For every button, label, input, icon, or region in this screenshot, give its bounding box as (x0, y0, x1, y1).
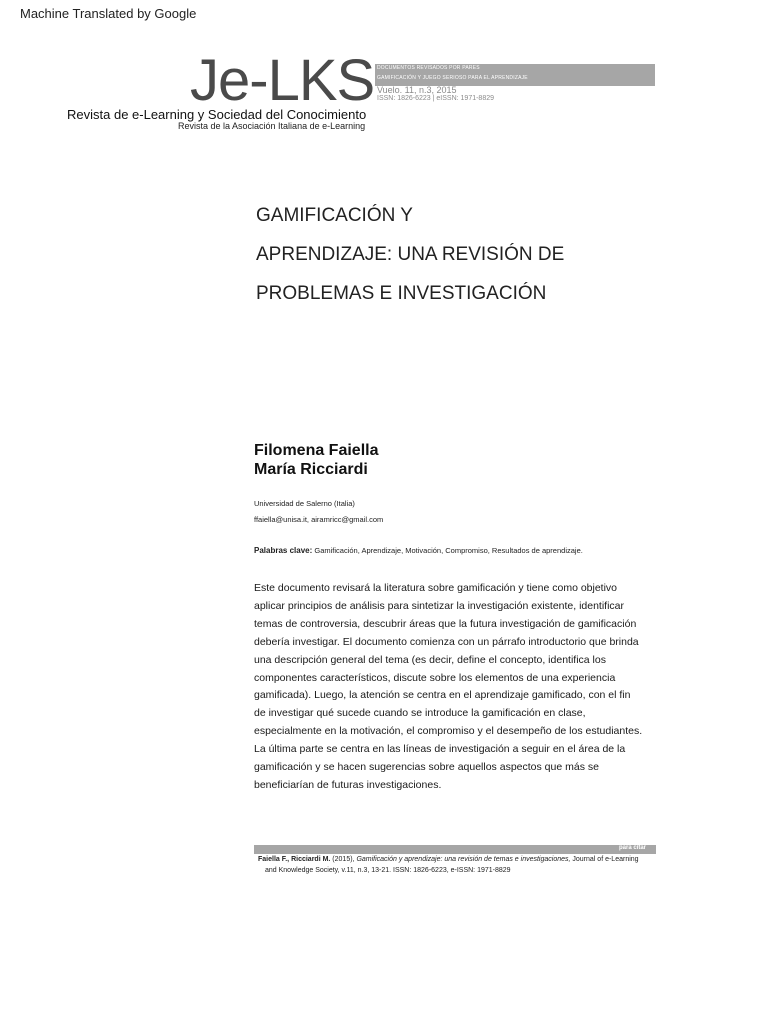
citation-title: Gamificación y aprendizaje: una revisión de temas e investigaciones, (356, 856, 571, 863)
journal-name: Revista de e-Learning y Sociedad del Conocimiento (67, 107, 367, 122)
paper-title (256, 196, 676, 313)
citation-journal: Journal of e-Learning (570, 856, 639, 863)
affiliation: Universidad de Salerno (Italia) (254, 499, 355, 508)
author-list (254, 441, 378, 479)
journal-subtitle: Revista de la Asociación Italiana de e-Learning (178, 121, 366, 131)
keywords (254, 546, 674, 555)
abstract-line: especialmente en la motivación, el compromiso y el desempeño de los estudiantes. (254, 725, 643, 738)
abstract-line: componentes característicos, discute sobre los elementos de una experiencia (254, 671, 616, 684)
author-emails: ffaiella@unisa.it, airamricc@gmail.com (254, 515, 384, 524)
journal-logo: Je-LKS (190, 48, 375, 113)
author-name: Filomena Faiella (254, 442, 379, 459)
citation-authors: Faiella F., Ricciardi M. (258, 856, 331, 863)
abstract-line: gamificada). Luego, la atención se centra en el aprendizaje gamificado, con el fin (254, 689, 631, 702)
title-line: GAMIFICACIÓN Y (256, 205, 413, 226)
abstract-line: debería investigar. El documento comienza con un párrafo introductorio que brinda (254, 635, 639, 648)
citation-bar (254, 845, 656, 854)
citation-bar-label: para citar (618, 845, 646, 851)
title-line: APRENDIZAJE: UNA REVISIÓN DE (256, 244, 565, 265)
title-line: PROBLEMAS E INVESTIGACIÓN (256, 283, 547, 304)
volume-label: Vuelo. 11, n.3, 2015 (377, 85, 457, 95)
citation-line (258, 856, 639, 863)
abstract-line: temas de controversia, descubrir áreas que la futura investigación de gamificación (254, 617, 637, 630)
abstract (254, 580, 664, 795)
keywords-label: Palabras clave: (254, 546, 313, 555)
keywords-text: Gamificación, Aprendizaje, Motivación, Compromiso, Resultados de aprendizaje. (314, 546, 583, 555)
citation-line-2: and Knowledge Society, v.11, n.3, 13-21. ISSN: 1826-6223, e-ISSN: 1971-8829 (265, 867, 511, 874)
abstract-line: de investigar qué sucede cuando se introduce la gamificación en clase, (254, 707, 586, 720)
abstract-line: aplicar principios de análisis para sintetizar la investigación existente, identificar (254, 599, 625, 612)
citation-year: (2015), (330, 856, 357, 863)
section-label: GAMIFICACIÓN Y JUEGO SERIOSO PARA EL APRENDIZAJE (377, 75, 528, 81)
abstract-line: La última parte se centra en las líneas de investigación a seguir en el área de la (254, 743, 626, 756)
machine-translation-banner: Machine Translated by Google (20, 6, 197, 21)
abstract-line: gamificación y se hacen sugerencias sobre aquellos aspectos que más se (254, 761, 599, 774)
abstract-line: Este documento revisará la literatura sobre gamificación y tiene como objetivo (254, 582, 618, 594)
author-name: María Ricciardi (254, 461, 368, 478)
doc-type-label: DOCUMENTOS REVISADOS POR PARES (377, 65, 480, 71)
issn-label: ISSN: 1826-6223 | eISSN: 1971-8829 (377, 95, 495, 102)
abstract-line: una descripción general del tema (es decir, define el concepto, identifica los (254, 653, 606, 666)
abstract-line: beneficiarían de futuras investigaciones. (254, 778, 442, 791)
